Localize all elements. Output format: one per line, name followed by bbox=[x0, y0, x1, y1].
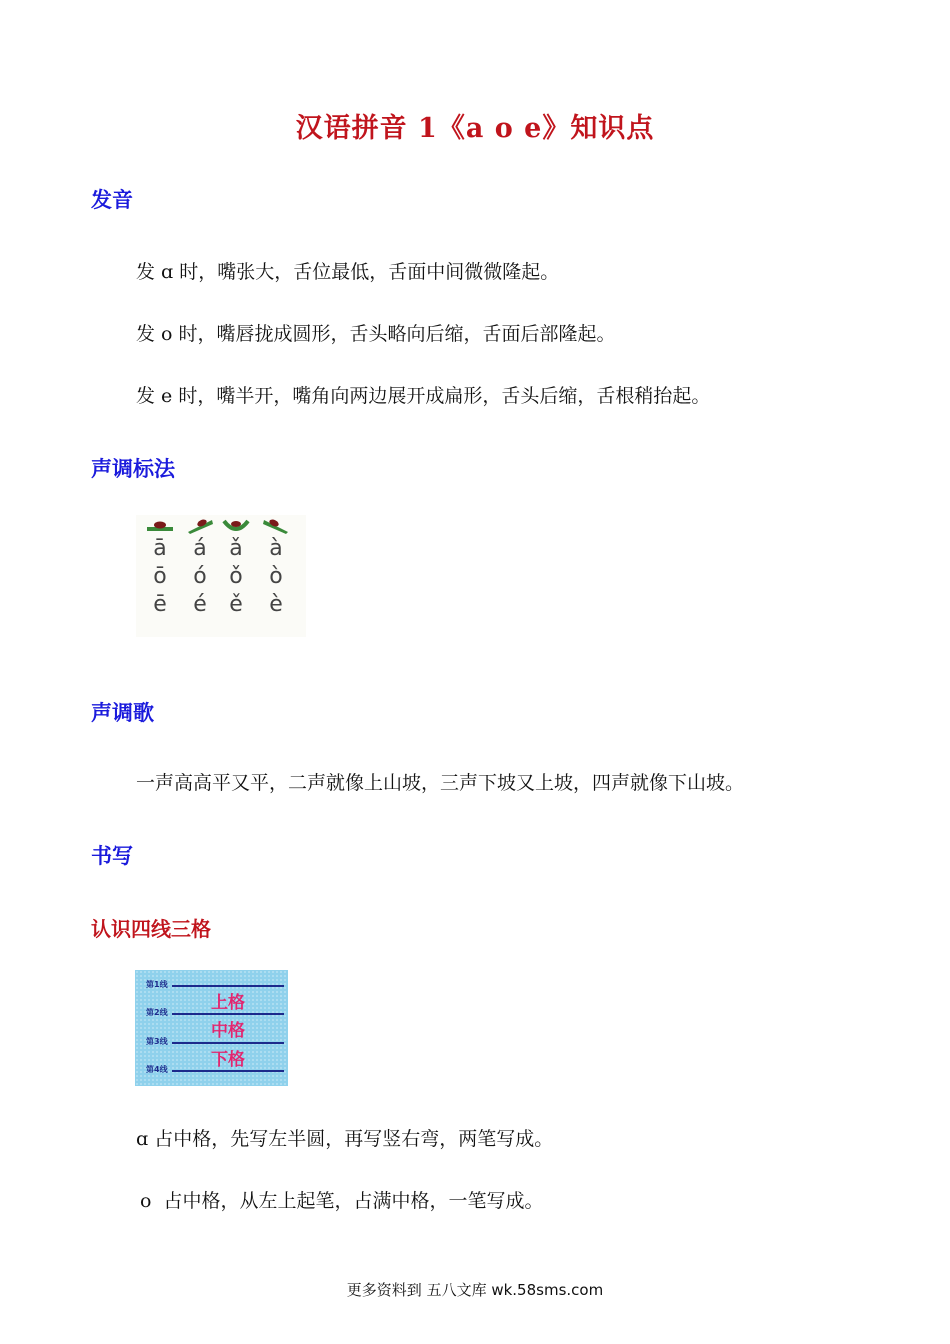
heading-tone-song: 声调歌 bbox=[91, 701, 154, 725]
grid-line bbox=[172, 985, 284, 987]
pronunciation-line-a: 发 ɑ 时，嘴张大，舌位最低，舌面中间微微隆起。 bbox=[136, 261, 560, 283]
tone-char: ě bbox=[229, 592, 243, 617]
grid-cell-label: 下格 bbox=[211, 1050, 245, 1070]
four-line-grid-image bbox=[135, 970, 288, 1086]
uphill-car-icon bbox=[182, 515, 218, 535]
page-title: 汉语拼音 1《a o e》知识点 bbox=[295, 113, 655, 144]
downhill-car-icon bbox=[258, 515, 294, 535]
tone-char: ē bbox=[153, 592, 167, 617]
subheading-four-lines: 认识四线三格 bbox=[91, 917, 211, 941]
heading-pronunciation: 发音 bbox=[91, 188, 133, 212]
tone-column-2 bbox=[182, 515, 218, 619]
tone-char: è bbox=[269, 592, 283, 617]
heading-tone-marking: 声调标法 bbox=[91, 457, 175, 481]
grid-line-label: 第3线 bbox=[146, 1037, 168, 1046]
grid-line bbox=[172, 1042, 284, 1044]
grid-line bbox=[172, 1013, 284, 1015]
tone-song-text: 一声高高平又平，二声就像上山坡，三声下坡又上坡，四声就像下山坡。 bbox=[136, 772, 745, 794]
valley-car-icon bbox=[218, 515, 254, 535]
grid-line-label: 第2线 bbox=[146, 1008, 168, 1017]
grid-cell-label: 中格 bbox=[211, 1021, 245, 1041]
tone-marks-image bbox=[136, 515, 306, 637]
tone-char: ǎ bbox=[229, 536, 243, 561]
heading-writing: 书写 bbox=[91, 844, 133, 868]
tone-column-4 bbox=[258, 515, 294, 619]
tone-char: ǒ bbox=[229, 564, 243, 589]
tone-column-1 bbox=[142, 515, 178, 619]
tone-char: ò bbox=[269, 564, 283, 589]
footer-text: 更多资料到 五八文库 wk.58sms.com bbox=[346, 1281, 604, 1299]
grid-cell-label: 上格 bbox=[211, 993, 245, 1013]
tone-char: á bbox=[193, 536, 207, 561]
tone-char: ā bbox=[153, 536, 167, 561]
grid-line bbox=[172, 1070, 284, 1072]
tone-char: ō bbox=[153, 564, 167, 589]
tone-column-3 bbox=[218, 515, 254, 619]
flat-road-car-icon bbox=[142, 515, 178, 535]
writing-line-a: ɑ 占中格，先写左半圆，再写竖右弯，两笔写成。 bbox=[136, 1128, 554, 1150]
tone-char: à bbox=[269, 536, 283, 561]
grid-line-label: 第4线 bbox=[146, 1065, 168, 1074]
pronunciation-line-e: 发 e 时，嘴半开，嘴角向两边展开成扁形，舌头后缩，舌根稍抬起。 bbox=[136, 385, 711, 407]
tone-char: ó bbox=[193, 564, 207, 589]
pronunciation-line-o: 发 o 时，嘴唇拢成圆形，舌头略向后缩，舌面后部隆起。 bbox=[136, 323, 616, 345]
grid-line-label: 第1线 bbox=[146, 980, 168, 989]
writing-line-o: o 占中格，从左上起笔，占满中格，一笔写成。 bbox=[140, 1190, 544, 1212]
tone-char: é bbox=[193, 592, 207, 617]
